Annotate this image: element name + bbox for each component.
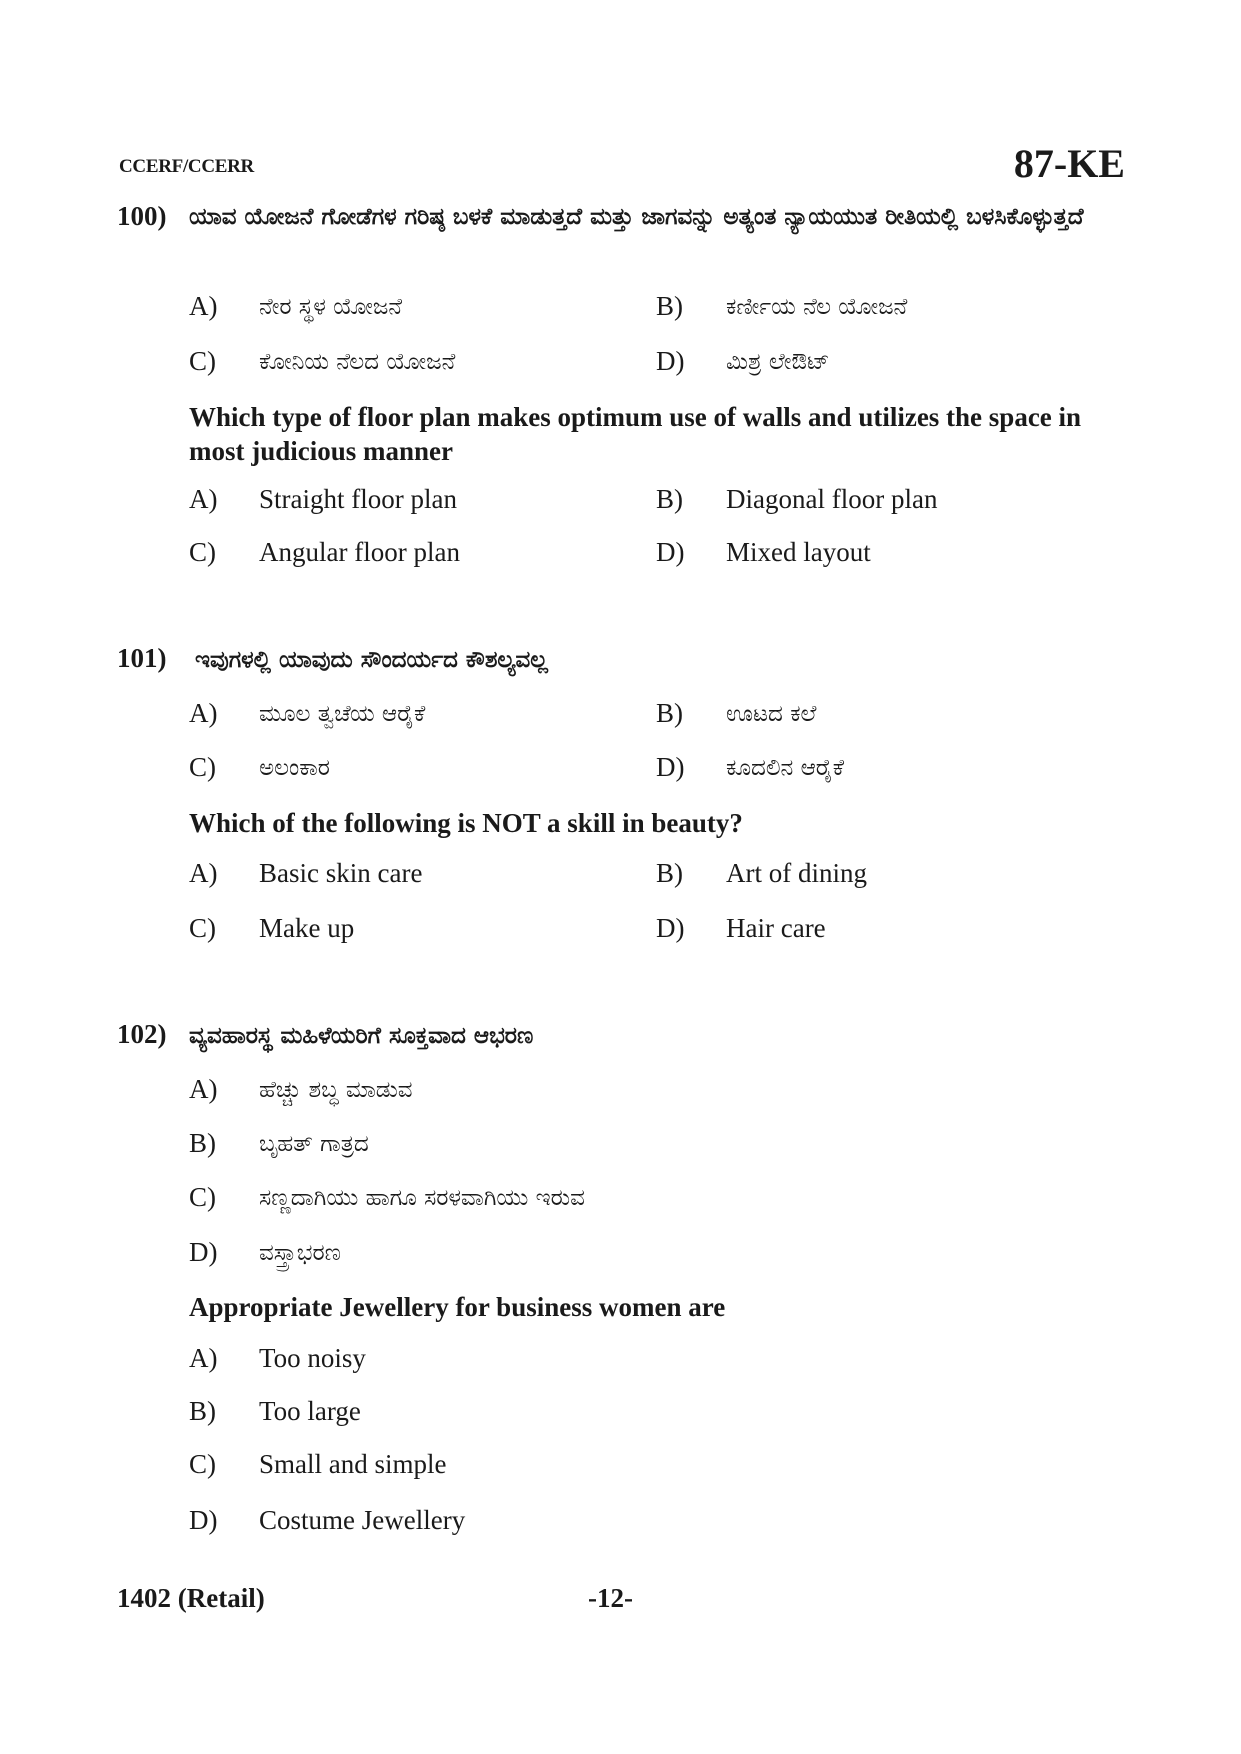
option-text: ಹೆಚ್ಚು ಶಬ್ಧ ಮಾಡುವ xyxy=(259,1077,413,1103)
option-label: D) xyxy=(189,1237,218,1267)
option-label: C) xyxy=(189,752,216,782)
question-number: 101) xyxy=(117,643,167,673)
option-text: Make up xyxy=(259,913,355,943)
option-label: B) xyxy=(189,1396,216,1426)
option-label: B) xyxy=(189,1128,216,1158)
option-text: Mixed layout xyxy=(726,537,871,567)
option-text: Costume Jewellery xyxy=(259,1505,466,1535)
option-text: Art of dining xyxy=(726,858,867,888)
option-text: Straight floor plan xyxy=(259,484,457,514)
question-text-kannada: ವ್ಯವಹಾರಸ್ಥ ಮಹಿಳೆಯರಿಗೆ ಸೂಕ್ತವಾದ ಆಭರಣ xyxy=(189,1023,534,1049)
question-text-english: Which of the following is NOT a skill in beauty? xyxy=(189,808,743,838)
option-text: Too large xyxy=(259,1396,361,1426)
option-text: ನೇರ ಸ್ಥಳ ಯೋಜನೆ xyxy=(259,294,403,320)
option-label: A) xyxy=(189,1074,218,1104)
question-text-kannada: ಇವುಗಳಲ್ಲಿ ಯಾವುದು ಸೌಂದರ್ಯದ ಕೌಶಲ್ಯವಲ್ಲ xyxy=(195,647,548,673)
page-number: -12- xyxy=(588,1583,633,1613)
question-number: 100) xyxy=(117,201,167,231)
question-text-english: Appropriate Jewellery for business women are xyxy=(189,1292,726,1322)
option-text: ಮೂಲ ತ್ವಚೆಯ ಆರೈಕೆ xyxy=(259,701,426,727)
option-text: ಊಟದ ಕಲೆ xyxy=(726,701,817,727)
option-label: C) xyxy=(189,346,216,376)
option-text: ವಸ್ತ್ರಾಭರಣ xyxy=(259,1240,341,1266)
option-text: ಬೃಹತ್ ಗಾತ್ರದ xyxy=(259,1131,369,1157)
option-label: A) xyxy=(189,291,218,321)
option-text: Too noisy xyxy=(259,1343,366,1373)
option-label: D) xyxy=(656,913,685,943)
option-label: C) xyxy=(189,537,216,567)
option-text: ಸಣ್ಣದಾಗಿಯು ಹಾಗೂ ಸರಳವಾಗಿಯು ಇರುವ xyxy=(259,1185,585,1211)
option-label: B) xyxy=(656,291,683,321)
option-text: ಕೂದಲಿನ ಆರೈಕೆ xyxy=(726,755,845,781)
option-text: Basic skin care xyxy=(259,858,423,888)
option-text: Hair care xyxy=(726,913,826,943)
option-text: ಕರ್ಣೀಯ ನೆಲ ಯೋಜನೆ xyxy=(726,294,908,320)
option-text: Diagonal floor plan xyxy=(726,484,938,514)
option-label: D) xyxy=(189,1505,218,1535)
option-label: B) xyxy=(656,484,683,514)
option-label: D) xyxy=(656,537,685,567)
footer-paper-code: 1402 (Retail) xyxy=(117,1583,265,1613)
option-label: A) xyxy=(189,858,218,888)
option-text: Angular floor plan xyxy=(259,537,460,567)
option-label: B) xyxy=(656,698,683,728)
question-text-english: Which type of floor plan makes optimum use of walls and utilizes the space in most judicious manner xyxy=(189,402,1082,466)
option-label: A) xyxy=(189,698,218,728)
question-number: 102) xyxy=(117,1019,167,1049)
option-label: D) xyxy=(656,346,685,376)
option-label: C) xyxy=(189,1182,216,1212)
option-label: A) xyxy=(189,1343,218,1373)
question-text-kannada: ಯಾವ ಯೋಜನೆ ಗೋಡೆಗಳ ಗರಿಷ್ಠ ಬಳಕೆ ಮಾಡುತ್ತದೆ ಮತ್ತು ಜಾಗವನ್ನು ಅತ್ಯಂತ ನ್ಯಾಯಯುತ ರೀತಿಯಲ್ಲಿ ಬಳಸಿಕೊಳ್ಳುತ್ತದೆ xyxy=(189,204,1084,230)
option-label: C) xyxy=(189,913,216,943)
option-label: B) xyxy=(656,858,683,888)
option-text: ಅಲಂಕಾರ xyxy=(259,755,330,781)
option-text: Small and simple xyxy=(259,1449,447,1479)
option-text: ಮಿಶ್ರ ಲೇಔಟ್ xyxy=(726,349,830,375)
option-label: D) xyxy=(656,752,685,782)
option-label: C) xyxy=(189,1449,216,1479)
exam-code: CCERF/CCERR xyxy=(119,156,254,177)
set-code: 87-KE xyxy=(1013,141,1125,186)
option-text: ಕೋನಿಯ ನೆಲದ ಯೋಜನೆ xyxy=(259,349,456,375)
option-label: A) xyxy=(189,484,218,514)
